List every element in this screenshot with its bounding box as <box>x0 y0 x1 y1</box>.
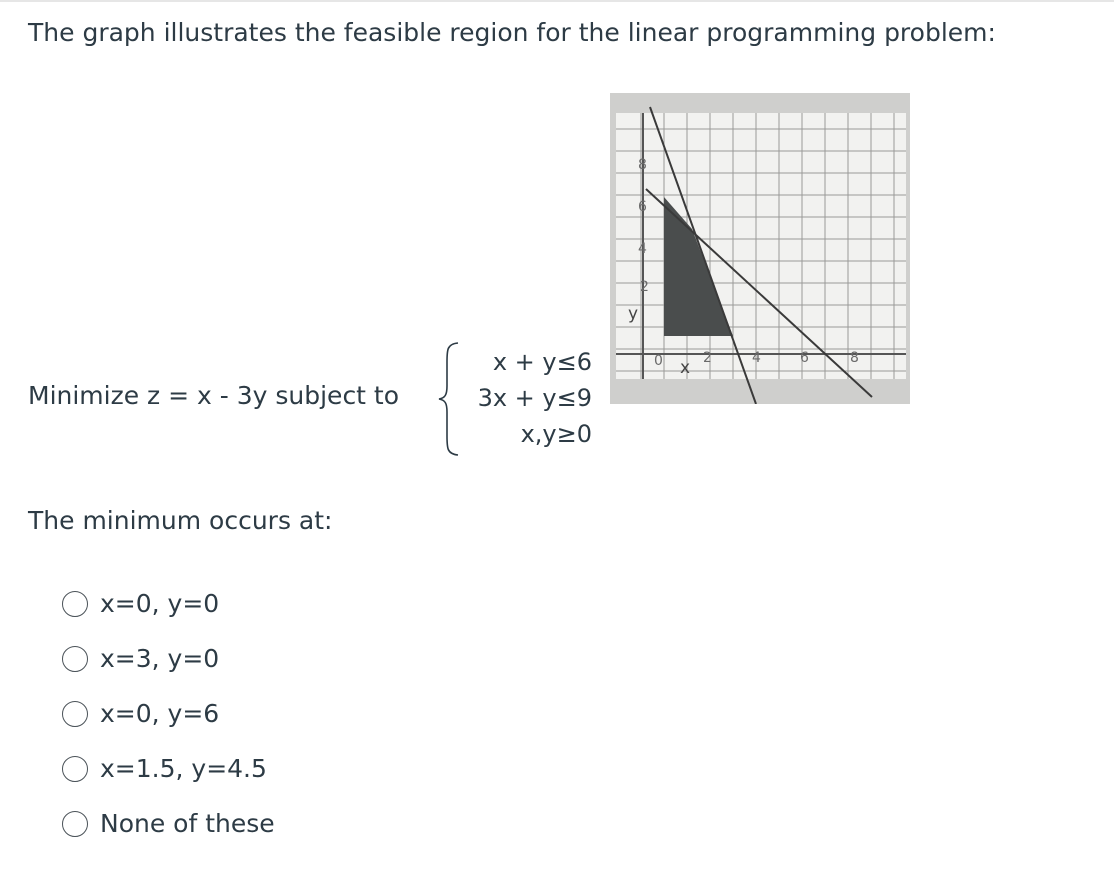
constraint-2: 3x + y≤9 <box>477 384 592 412</box>
answer-option-label: x=3, y=0 <box>100 643 220 673</box>
y-axis-label: y <box>628 304 639 324</box>
radio-button[interactable] <box>62 591 88 617</box>
radio-button[interactable] <box>62 756 88 782</box>
x-tick-0: 0 <box>654 353 663 369</box>
question-prompt: The graph illustrates the feasible region for the linear programming problem: <box>28 18 996 47</box>
y-tick-4: 4 <box>638 241 647 257</box>
y-tick-6: 6 <box>638 199 647 215</box>
answer-option-2[interactable] <box>62 631 275 686</box>
radio-button[interactable] <box>62 811 88 837</box>
x-tick-8: 8 <box>850 350 859 366</box>
feasible-region-graph <box>610 93 910 404</box>
objective-statement: Minimize z = x - 3y subject to <box>28 381 400 410</box>
x-tick-6: 6 <box>800 350 809 366</box>
constraint-brace <box>436 340 464 458</box>
answer-option-5[interactable] <box>62 796 275 851</box>
answer-option-label: x=1.5, y=4.5 <box>100 753 267 783</box>
y-tick-2: 2 <box>640 279 649 295</box>
answer-option-label: None of these <box>100 808 275 838</box>
answer-option-3[interactable] <box>62 686 275 741</box>
x-tick-2: 2 <box>703 350 712 366</box>
x-tick-4: 4 <box>752 350 761 366</box>
result-prompt: The minimum occurs at: <box>28 506 333 535</box>
constraint-3: x,y≥0 <box>520 420 592 448</box>
top-divider <box>0 0 1114 2</box>
answer-option-label: x=0, y=6 <box>100 698 220 728</box>
radio-button[interactable] <box>62 646 88 672</box>
x-axis-label: x <box>680 358 691 378</box>
answer-options <box>62 576 275 851</box>
y-tick-8: 8 <box>638 157 647 173</box>
radio-button[interactable] <box>62 701 88 727</box>
answer-option-4[interactable] <box>62 741 275 796</box>
answer-option-label: x=0, y=0 <box>100 588 220 618</box>
constraint-1: x + y≤6 <box>492 348 592 376</box>
answer-option-1[interactable] <box>62 576 275 631</box>
